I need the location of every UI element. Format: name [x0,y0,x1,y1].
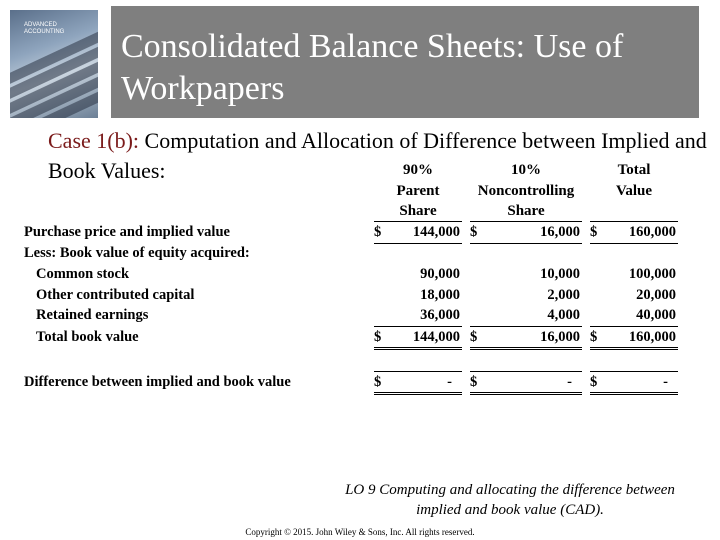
parent-value: 90,000 [420,266,460,282]
total-header-1: Total [617,162,651,179]
parent-value: 18,000 [420,286,460,303]
row-label: Common stock [36,266,130,282]
nci-value: 16,000 [540,224,580,240]
total-value: 160,000 [628,224,676,240]
currency-symbol: $ [590,328,598,345]
table-row [24,264,678,285]
currency-symbol: $ [374,328,382,345]
parent-value: 144,000 [412,224,460,240]
table-row [24,371,678,394]
total-value: - [663,373,668,390]
row-label: Difference between implied and book value [24,374,291,390]
total-value: 20,000 [636,286,676,303]
allocation-table [24,160,678,395]
nci-header-name: Noncontrolling [477,182,575,199]
nci-value: - [567,373,572,390]
table-row [24,326,678,349]
total-header-2: Value [615,182,653,199]
case-label: Case 1(b): [48,128,140,153]
nci-header-share: Share [507,203,545,219]
parent-header-share: Share [399,203,437,219]
header-row-2 [24,181,678,202]
table-row [24,305,678,326]
lo-line-2: implied and book value (CAD). [416,502,604,518]
currency-symbol: $ [590,224,598,240]
table-row [24,222,678,244]
row-label: Retained earnings [36,307,149,324]
nci-value: 4,000 [547,307,580,323]
nci-value: 16,000 [540,328,580,345]
total-value: 100,000 [628,266,676,282]
row-label: Total book value [36,329,139,345]
row-label: Purchase price and implied value [24,224,230,240]
nci-header-pct: 10% [511,162,541,179]
parent-value: 144,000 [412,328,460,345]
learning-objective [300,480,720,520]
case-description: Computation and Allocation of Difference between Implied and Book Values: [48,128,707,183]
currency-symbol: $ [590,373,598,390]
currency-symbol: $ [374,224,382,240]
slide-header [0,0,700,124]
currency-symbol: $ [470,328,478,345]
currency-symbol: $ [470,373,478,390]
copyright-notice: Copyright © 2015. John Wiley & Sons, Inc. All rights reserved. [245,527,475,537]
nci-value: 2,000 [547,286,580,303]
currency-symbol: $ [374,373,382,390]
nci-value: 10,000 [540,266,580,282]
row-label: Other contributed capital [36,286,195,303]
parent-value: 36,000 [420,307,460,323]
header-row-1 [24,160,678,181]
currency-symbol: $ [470,224,478,240]
row-label: Less: Book value of equity acquired: [24,245,250,262]
parent-header-name: Parent [396,182,440,199]
total-value: 160,000 [628,328,676,345]
slide-title: Consolidated Balance Sheets: Use of Workpapers [121,28,624,107]
header-row-3 [24,201,678,222]
title-box [111,6,699,118]
parent-value: - [447,373,452,390]
lo-line-1: LO 9 Computing and allocating the difference between [345,482,675,498]
parent-header-pct: 90% [403,162,433,179]
table-row [24,243,678,264]
book-cover-image [10,10,98,118]
book-cover-title: ADVANCED ACCOUNTING [24,22,65,35]
total-value: 40,000 [636,307,676,323]
table-row [24,285,678,306]
